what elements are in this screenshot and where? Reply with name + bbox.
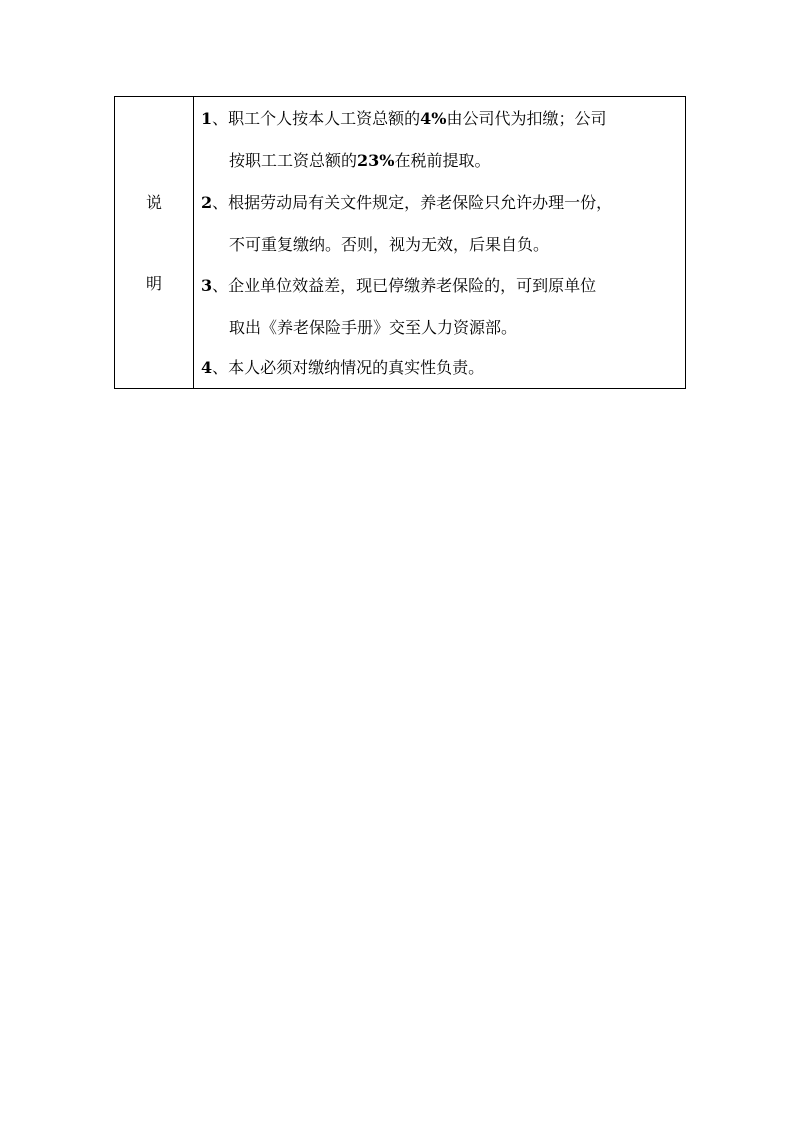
note-1-line-2	[229, 150, 677, 172]
label-char-2: 明	[145, 274, 162, 293]
note-1-percent: 4%	[420, 109, 447, 128]
note-3-number: 3	[201, 276, 213, 295]
note-4-text-a: 、本人必须对缴纳情况的真实性负责。	[212, 358, 485, 377]
note-2-line-2: 不可重复缴纳。否则，视为无效，后果自负。	[229, 235, 550, 254]
note-3-line-2: 取出《养老保险手册》交至人力资源部。	[229, 318, 518, 337]
note-1-text-c: 按职工工资总额的	[229, 151, 358, 170]
note-3-text-a: 、企业单位效益差，现已停缴养老保险的，可到原单位	[212, 276, 597, 295]
content-cell	[194, 97, 685, 388]
notes-table	[114, 96, 686, 389]
note-2-number: 2	[201, 193, 213, 212]
note-4-number: 4	[201, 358, 213, 377]
note-3-line-1	[201, 275, 677, 297]
note-1-text-d: 在税前提取。	[394, 151, 491, 170]
label-char-1: 说	[145, 193, 162, 212]
label-cell	[115, 97, 194, 388]
note-1-number: 1	[201, 109, 213, 128]
note-2-line-1	[201, 192, 677, 214]
note-1-text-a: 、职工个人按本人工资总额的	[212, 109, 421, 128]
note-2-text-a: 、根据劳动局有关文件规定，养老保险只允许办理一份，	[212, 193, 613, 212]
note-1-text-b: 由公司代为扣缴；公司	[446, 109, 607, 128]
note-1-percent-2: 23%	[357, 151, 395, 170]
note-1-line-1	[201, 108, 677, 130]
note-4-line-1	[201, 357, 677, 379]
